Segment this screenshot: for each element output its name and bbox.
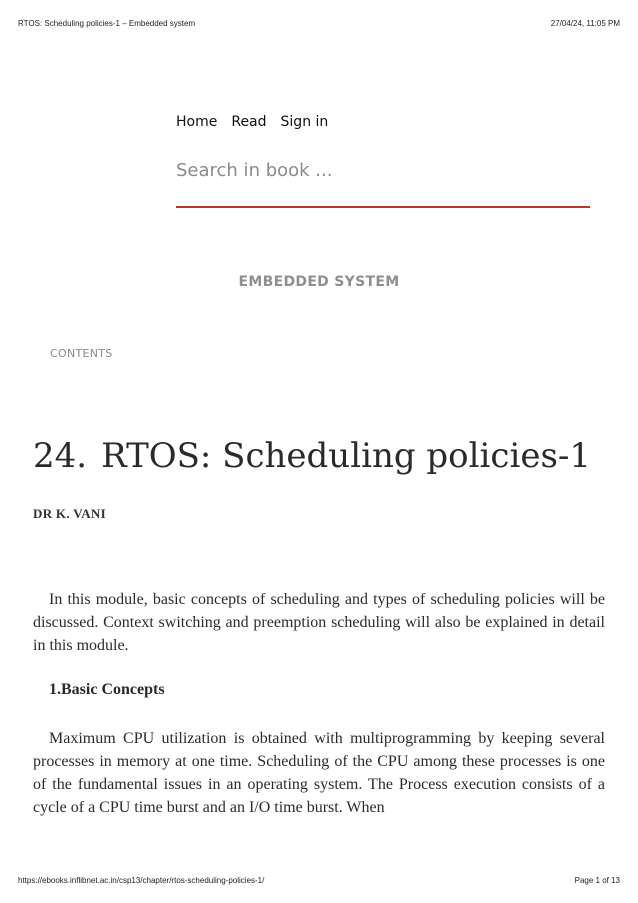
nav-read-link[interactable]: Read — [231, 114, 267, 130]
top-nav — [176, 114, 328, 130]
section-paragraph: Maximum CPU utilization is obtained with multiprogramming by keeping several processes in memory at one time. Scheduling of the CPU among these processes is one of the fundamental issues in an operating system. The Process execution consists of a cycle of a CPU time burst and an I/O time burst. When — [33, 730, 605, 816]
nav-home-link[interactable]: Home — [176, 114, 218, 130]
chapter-author: DR K. VANI — [33, 506, 106, 521]
intro-paragraph: In this module, basic concepts of scheduling and types of scheduling policies will be discussed. Context switching and preemption scheduling will also be explained in detail in this module. — [33, 591, 605, 654]
contents-link[interactable]: CONTENTS — [50, 347, 113, 360]
search-box — [176, 150, 590, 208]
print-footer-url: https://ebooks.inflibnet.ac.in/csp13/chapter/rtos-scheduling-policies-1/ — [18, 876, 265, 885]
chapter-heading — [33, 436, 591, 476]
print-header-title: RTOS: Scheduling policies-1 – Embedded system — [18, 19, 196, 28]
print-footer — [18, 876, 620, 885]
chapter-number: 24. — [33, 436, 88, 476]
chapter-title: RTOS: Scheduling policies-1 — [101, 436, 592, 476]
section-heading: 1.Basic Concepts — [49, 681, 165, 698]
print-header — [18, 19, 620, 28]
nav-sign-in-link[interactable]: Sign in — [280, 114, 329, 130]
search-input[interactable] — [176, 150, 590, 190]
print-footer-page: Page 1 of 13 — [574, 876, 620, 885]
book-title: EMBEDDED SYSTEM — [238, 274, 400, 290]
print-header-datetime: 27/04/24, 11:05 PM — [550, 19, 620, 28]
